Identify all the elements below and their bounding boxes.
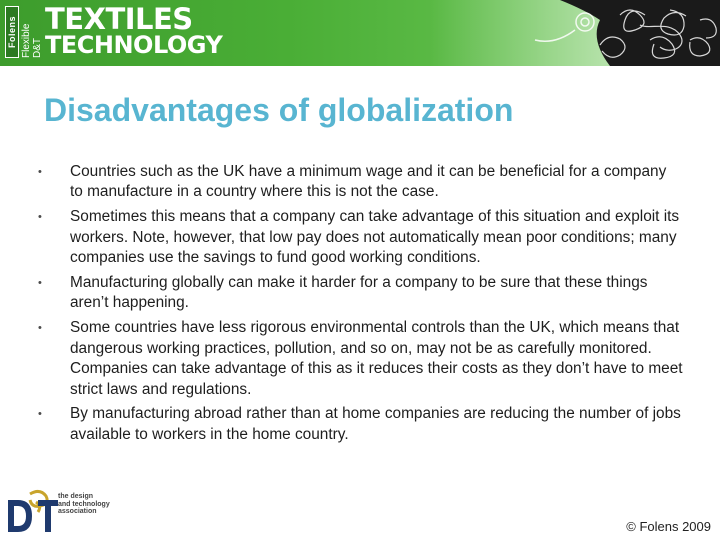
folens-brand-mark: [4, 5, 44, 59]
bullet-item: [38, 404, 683, 445]
bullet-dot-icon: •: [38, 277, 42, 290]
header-title-line1: TEXTILES: [45, 2, 193, 36]
bullet-text: Manufacturing globally can make it harder for a company to be sure that these things aren’t happening.: [70, 274, 648, 312]
bullet-list: [38, 162, 683, 450]
bullet-item: [38, 318, 683, 400]
dt-text-line: and technology: [58, 500, 110, 508]
bullet-text: By manufacturing abroad rather than at home companies are reducing the number of jobs available to workers in the home country.: [70, 405, 681, 443]
dt-association-logo: [6, 488, 58, 534]
copyright-notice: © Folens 2009: [626, 519, 711, 534]
bullet-dot-icon: •: [38, 166, 42, 178]
header-title-line2: TECHNOLOGY: [45, 31, 223, 59]
bullet-text: Countries such as the UK have a minimum wage and it can be beneficial for a company to manufacture in a country where this is not the case.: [70, 163, 667, 201]
bullet-text: Some countries have less rigorous environmental controls than the UK, which means that dangerous working practices, pollution, and so on, may not be as carefully monitored. Companies can take advantage of this as it reduces their costs as they don’t have to meet strict laws and regulations.: [70, 319, 683, 398]
dt-text-line: association: [58, 508, 97, 515]
bullet-item: [38, 207, 683, 268]
slide-title: Disadvantages of globalization: [44, 92, 514, 128]
bullet-dot-icon: •: [38, 408, 42, 421]
folens-tag: Folens: [5, 6, 19, 58]
bullet-item: [38, 273, 683, 314]
bullet-text: Sometimes this means that a company can take advantage of this situation and exploit its workers. Note, however, that low pay does not automatically mean poor conditions; many companies use the savings to fund good working conditions.: [70, 208, 680, 267]
bullet-item: [38, 162, 683, 203]
dt-association-text: [58, 493, 118, 516]
bullet-dot-icon: •: [38, 322, 42, 335]
series-tag: Flexible D&T: [21, 23, 43, 58]
header-banner: [0, 0, 720, 66]
bullet-dot-icon: •: [38, 211, 42, 224]
dt-text-line: the design: [58, 493, 94, 500]
